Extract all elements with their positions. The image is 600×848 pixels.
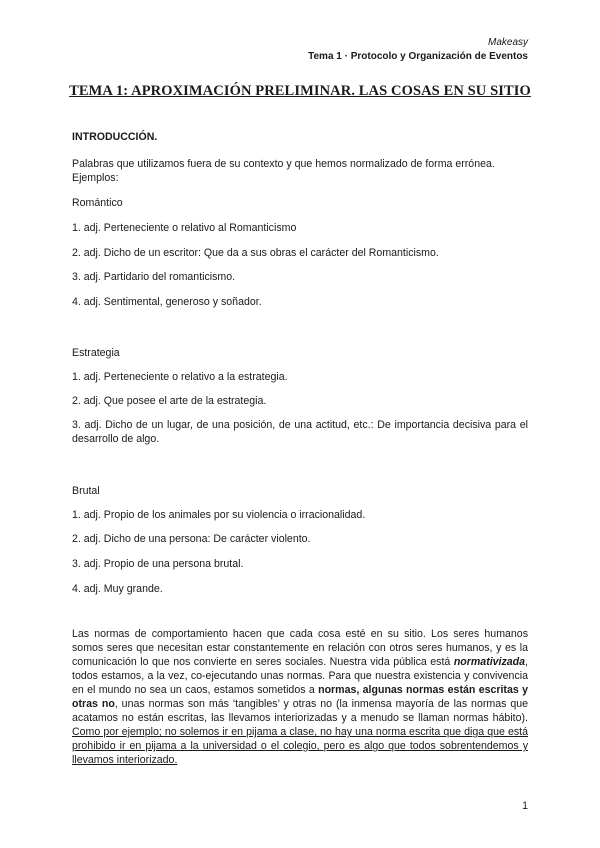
term-word: Brutal bbox=[72, 485, 100, 497]
term-definition: 1. adj. Perteneciente o relativo a la estrategia. bbox=[72, 371, 288, 383]
term-definition: 1. adj. Propio de los animales por su violencia o irracionalidad. bbox=[72, 509, 366, 521]
term-definition: 3. adj. Partidario del romanticismo. bbox=[72, 271, 236, 283]
intro-text-line-1: Palabras que utilizamos fuera de su contexto y que hemos normalizado de forma errónea. bbox=[72, 158, 495, 170]
term-definition: 1. adj. Perteneciente o relativo al Romanticismo bbox=[72, 222, 297, 234]
norms-paragraph bbox=[72, 627, 528, 767]
norms-text: , unas normas son más ‘tangibles’ y otras no (la inmensa mayoría de las normas que acatamos no están escritas, las llevamos interiorizadas y a menudo se llaman normas hábito). bbox=[72, 698, 528, 724]
term-definition: 3. adj. Dicho de un lugar, de una posición, de una actitud, etc.: De importancia decisiva para el desarrollo de algo. bbox=[72, 419, 528, 445]
intro-heading: INTRODUCCIÓN. bbox=[72, 131, 158, 143]
norms-emphasis: normativizada bbox=[453, 656, 526, 668]
header-course: Tema 1 · Protocolo y Organización de Eventos bbox=[308, 51, 528, 62]
term-definition: 4. adj. Sentimental, generoso y soñador. bbox=[72, 296, 262, 308]
norms-text: , todos estamos, a la vez, co-ejecutando unas normas. Para que nuestra existencia y convivencia en el mundo no sea un caos, estamos sometidos a bbox=[72, 656, 528, 696]
term-word: Estrategia bbox=[72, 347, 120, 359]
norms-emphasis: normas, algunas normas están escritas y otras no bbox=[72, 684, 528, 710]
norms-text: Las normas de comportamiento hacen que cada cosa esté en su sitio. Los seres humanos somos seres que necesitan estar constantemente en relación con otros seres humanos, y es la comunicación lo que nos convierte en seres sociales. Nuestra vida pública está bbox=[72, 628, 528, 668]
term-definition: 3. adj. Propio de una persona brutal. bbox=[72, 558, 244, 570]
norms-example: Como por ejemplo; no solemos ir en pijama a clase, no hay una norma escrita que diga que está prohibido ir en pijama a la universidad o el colegio, pero es algo que todos sobrentendemos y llevamos interiorizado. bbox=[72, 726, 528, 766]
page-number: 1 bbox=[522, 800, 528, 812]
term-definition: 2. adj. Dicho de un escritor: Que da a sus obras el carácter del Romanticismo. bbox=[72, 247, 439, 259]
intro-text-line-2: Ejemplos: bbox=[72, 172, 119, 184]
term-definition: 4. adj. Muy grande. bbox=[72, 583, 163, 595]
header-author: Makeasy bbox=[487, 37, 528, 48]
term-definition: 2. adj. Dicho de una persona: De carácter violento. bbox=[72, 533, 311, 545]
term-definition: 2. adj. Que posee el arte de la estrategia. bbox=[72, 395, 267, 407]
term-word: Romántico bbox=[72, 197, 123, 209]
page-title: TEMA 1: APROXIMACIÓN PRELIMINAR. LAS COSAS EN SU SITIO bbox=[69, 83, 531, 99]
